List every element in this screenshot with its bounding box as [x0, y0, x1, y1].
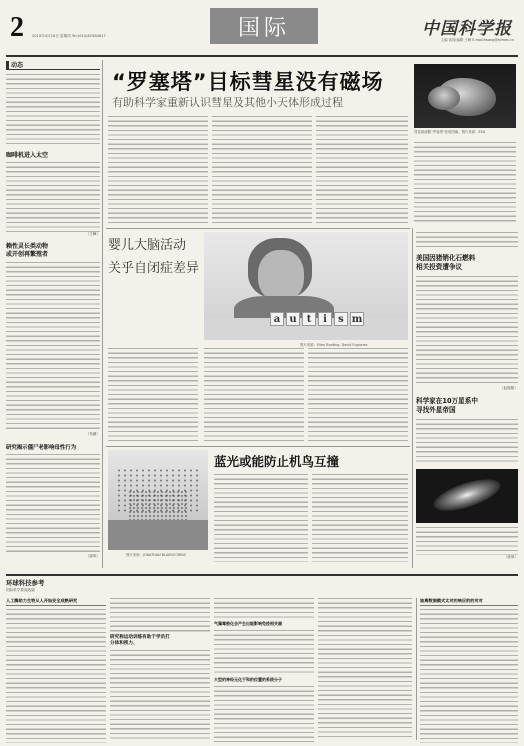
letter-block: t	[302, 312, 316, 326]
bottom-headline-4: 大型的神经元化于和的位置的系统分子	[214, 677, 282, 682]
story-title-primates: 赖性灵长类动物 或开创再繁殖者	[6, 243, 49, 258]
lead-text-col1	[108, 116, 208, 224]
story-byline: （王峰）	[85, 232, 100, 236]
bottom-rule	[6, 574, 518, 576]
text-block	[214, 630, 314, 674]
section-title: 国际	[237, 15, 290, 41]
divider	[106, 446, 410, 447]
lead-title: “罗塞塔”目标彗星没有磁场	[112, 70, 384, 94]
lead-text-col3	[316, 116, 408, 224]
editor-line: 主编 高翔 编辑 王峰 E-mail:fwang@stimes.cn	[440, 38, 514, 42]
text-block	[6, 162, 100, 232]
letter-block: s	[334, 312, 348, 326]
page-number: 2	[10, 12, 24, 43]
letter-block: m	[351, 314, 363, 325]
text-block	[6, 262, 100, 432]
paper-logo: 中国科学报	[422, 19, 512, 39]
text-block	[214, 598, 314, 618]
autism-text-col3	[308, 348, 408, 442]
text-block	[6, 454, 100, 554]
bottom-headline-5: 抽离数据模式太对的响应的的对对	[420, 598, 518, 606]
autism-photo-credit: 图片来源：Ellen Bonting. David Fugiones	[300, 343, 368, 347]
story-byline: （唐凤）	[85, 554, 100, 558]
comet-photo	[414, 64, 516, 128]
right-story1-title: 美国因猪销化石燃料 相关投资遭争议	[416, 254, 476, 271]
bottom-col3	[214, 598, 314, 740]
letter-block: a	[270, 312, 284, 326]
text-block	[6, 609, 106, 743]
story-title-coffee: 咖啡机进入太空	[6, 152, 49, 159]
bottom-col4	[318, 598, 412, 740]
birds-title: 蓝光或能防止机鸟互撞	[214, 454, 340, 469]
letter-block: u	[286, 312, 300, 326]
text-block	[214, 686, 314, 742]
bottom-headline-2: 研究称运动训练有助于学员打 分体和视力、	[110, 635, 170, 646]
section-tab-label: 动态	[11, 62, 24, 69]
column-divider	[412, 228, 413, 568]
birds-text-col1	[214, 474, 308, 562]
bottom-col1	[6, 598, 106, 740]
right-column	[416, 232, 518, 568]
autism-text-col1	[108, 348, 198, 442]
bottom-section-sub: 国际科学要闻选编	[6, 588, 35, 592]
lead-text-col2	[212, 116, 312, 224]
bottom-section-header	[6, 578, 146, 594]
autism-text-col2	[204, 348, 304, 442]
bottom-section-tab: 环球科技参考	[6, 579, 45, 587]
comet-photo-caption: 彗星探测器“罗塞塔”获取图像。图片来源：ESA	[414, 130, 486, 134]
right-story2-title: 科学家在10万星系中 寻找外星帝国	[416, 397, 478, 414]
column-divider	[102, 60, 103, 568]
text-block	[110, 650, 210, 742]
section-tab-dongtai	[6, 60, 100, 70]
masthead-rule	[6, 55, 518, 57]
autism-headline-box	[108, 234, 200, 304]
text-block	[416, 527, 518, 555]
text-block	[6, 74, 100, 144]
bottom-headline-3: 气藻毒被化会产生出能影响免疫相关器	[214, 621, 282, 626]
autism-title-line2: 关乎自闭症差异	[108, 261, 200, 276]
galaxy-photo	[416, 469, 518, 523]
divider	[106, 228, 410, 229]
lead-subtitle: 有助科学家重新认识彗星及其他小天体形成过程	[112, 96, 343, 109]
text-block	[420, 609, 518, 743]
text-block	[416, 276, 518, 386]
right-story2-byline: （张章）	[503, 555, 518, 559]
birds-photo	[108, 450, 208, 550]
section-banner	[210, 8, 318, 44]
bottom-headline-1: 人工酶助力生物从人开始安全成熟研究	[6, 598, 106, 606]
date-line: 2015年4月16日 星期四 Tel:(010)62580617	[32, 34, 106, 38]
masthead	[8, 8, 518, 50]
right-story1-byline: （赵熙熙）	[500, 386, 518, 390]
birds-photo-credit: 图片来源：JONATHAN BLAIR/CORBIS	[126, 553, 186, 557]
bottom-col2	[110, 598, 210, 740]
story-byline: （朱薇）	[85, 432, 100, 436]
autism-title-line1: 婴儿大脑活动	[108, 238, 187, 253]
letter-blocks	[270, 312, 364, 326]
lead-text-col4	[414, 142, 516, 224]
text-block	[110, 598, 210, 632]
autism-photo	[204, 232, 408, 340]
bottom-col5	[420, 598, 518, 740]
letter-block: i	[318, 312, 332, 326]
left-column	[6, 60, 100, 568]
birds-text-col2	[312, 474, 408, 562]
text-block	[416, 419, 518, 465]
story-title-zombie: 研究揭示僵尸老影响母性行为	[6, 445, 77, 451]
text-block	[416, 232, 518, 248]
column-divider	[416, 598, 417, 740]
